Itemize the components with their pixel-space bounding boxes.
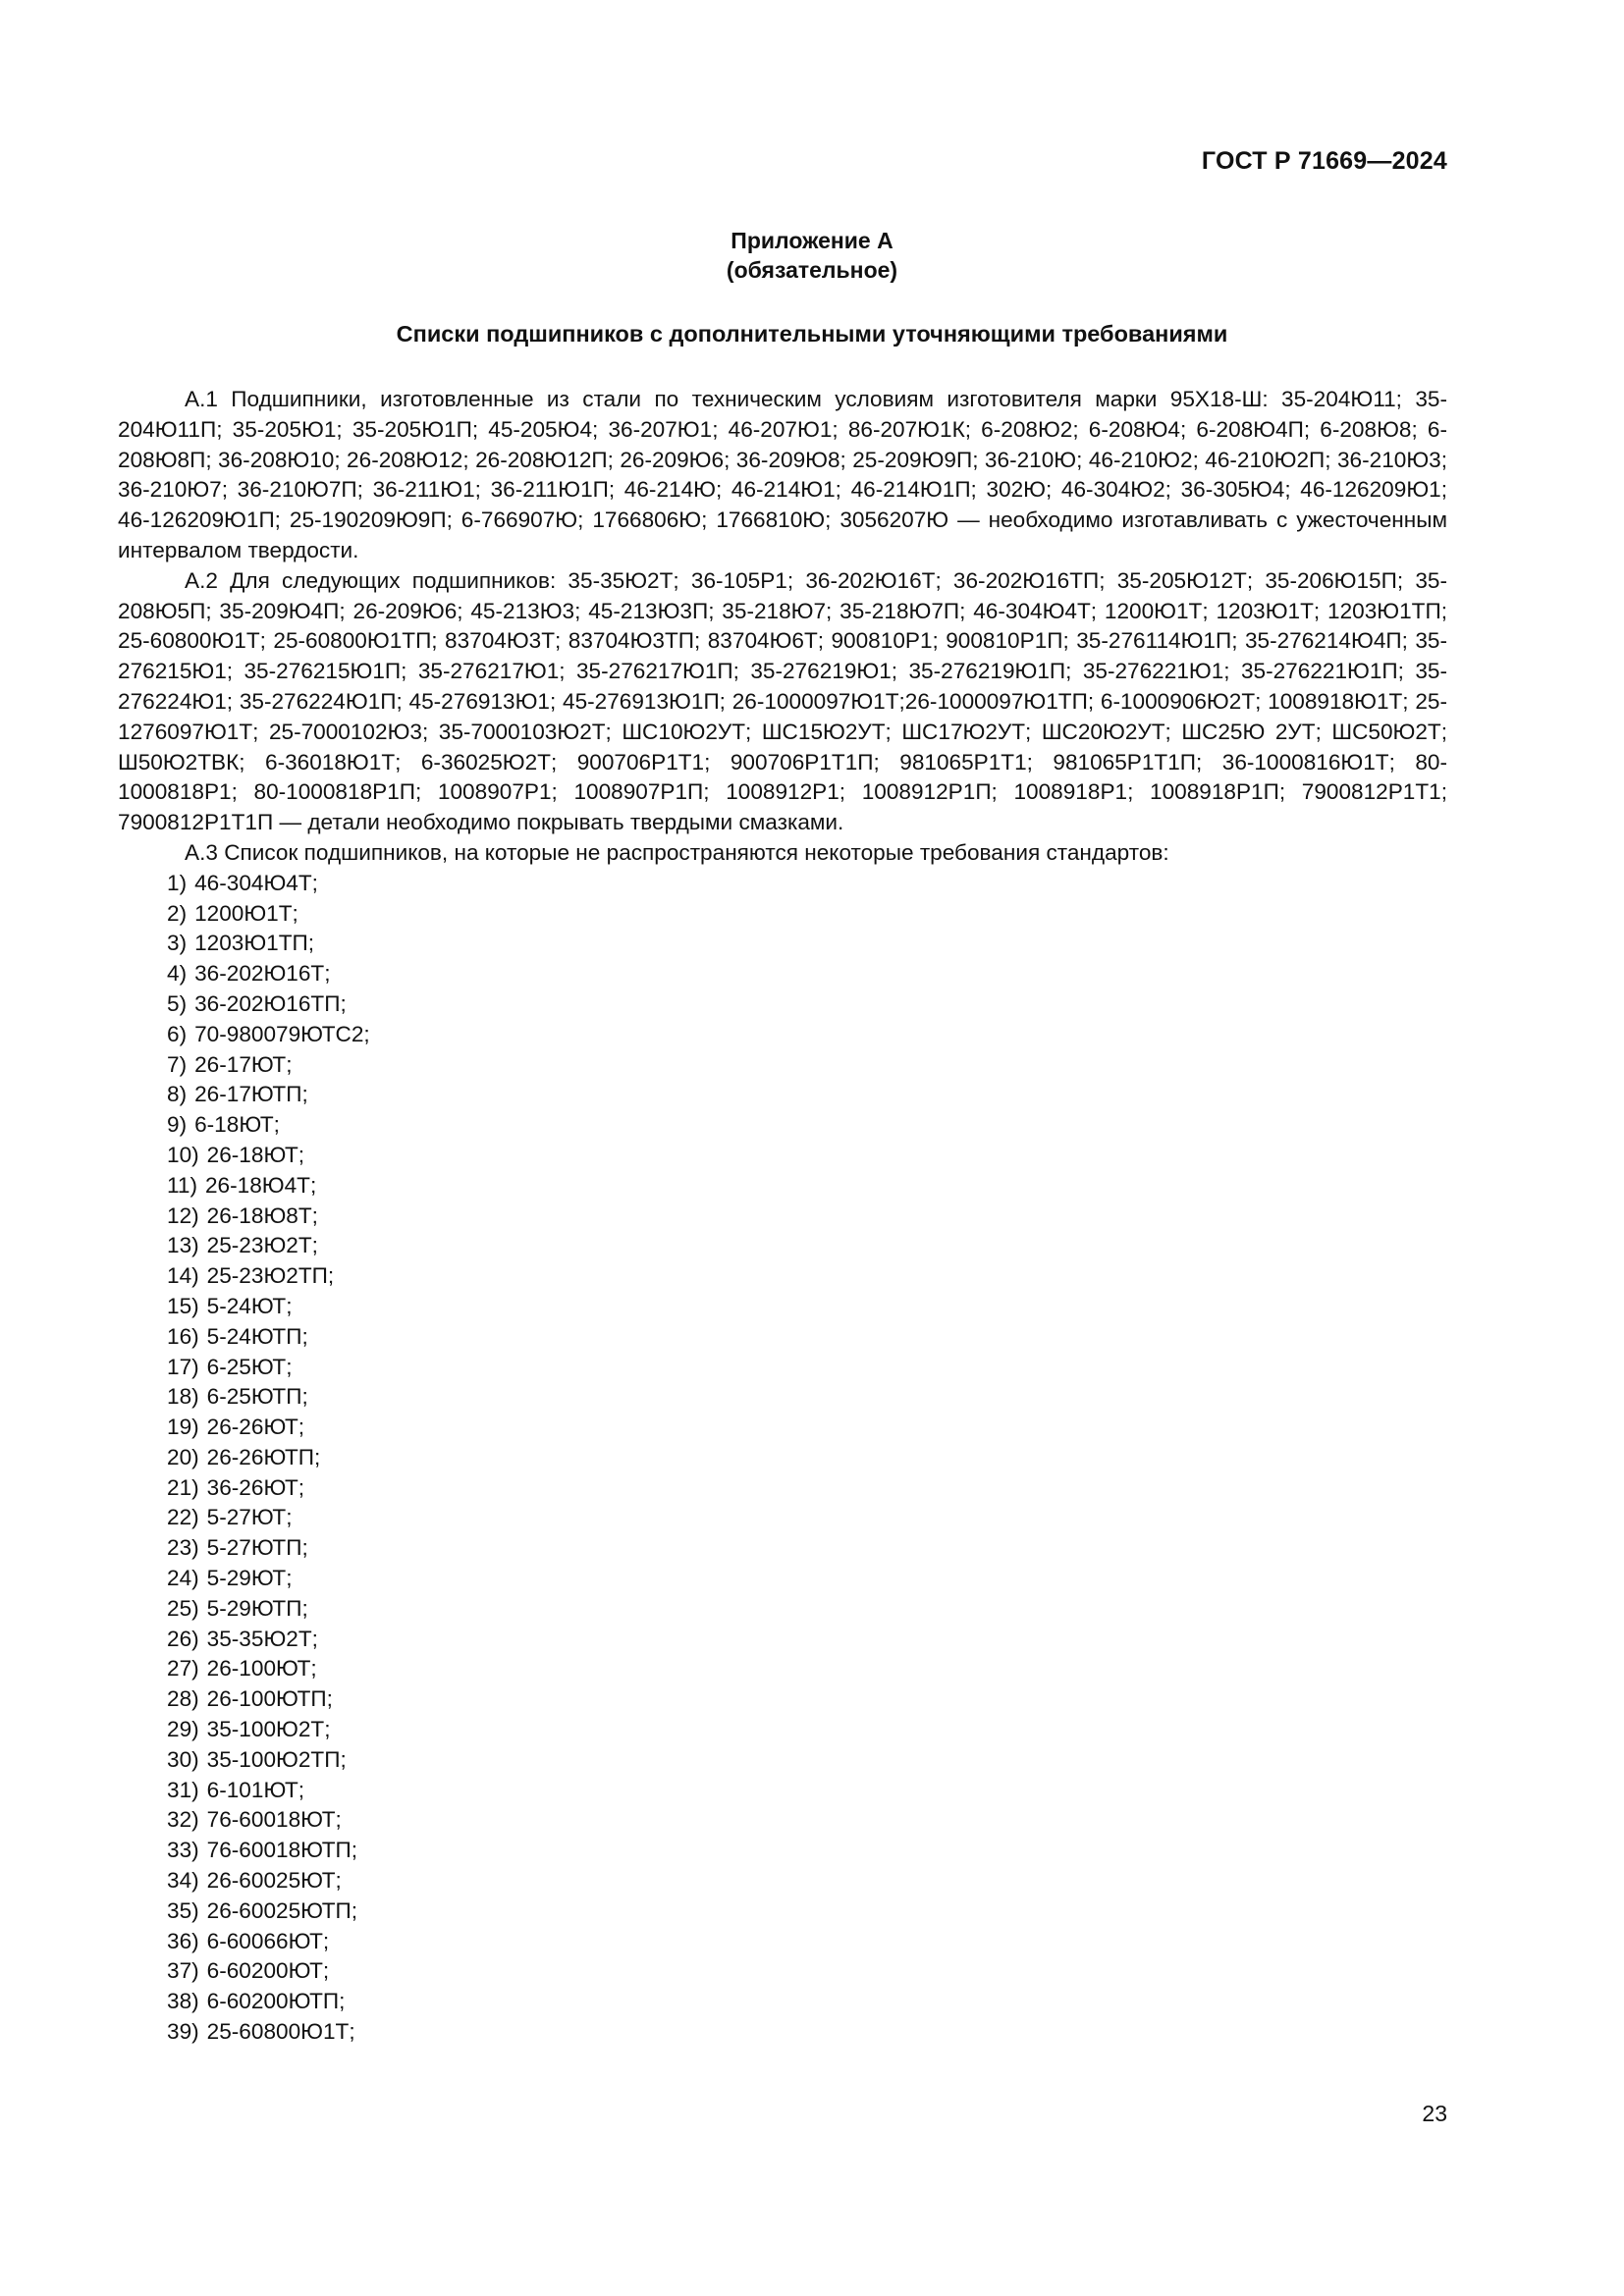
list-item [167,1776,1447,1806]
list-item [167,1805,1447,1836]
list-item-number: 13) [167,1233,199,1258]
list-item [167,1745,1447,1776]
list-item [167,1261,1447,1292]
list-item [167,1715,1447,1745]
list-item-number: 36) [167,1928,199,1953]
list-item-number: 6) [167,1021,188,1046]
list-item-text: 6-60200ЮТ; [206,1958,330,1984]
list-item [167,959,1447,989]
list-item-number: 19) [167,1415,199,1440]
list-item-text: 5-29ЮТ; [206,1566,293,1591]
list-item [167,1443,1447,1473]
list-item-text: 25-60800Ю1Т; [206,2019,355,2045]
list-item-number: 7) [167,1051,188,1077]
list-item-text: 36-26ЮТ; [206,1474,305,1500]
list-item [167,1896,1447,1927]
list-item [167,1231,1447,1261]
list-item [167,1171,1447,1201]
list-item [167,1382,1447,1413]
list-item-number: 17) [167,1354,199,1379]
list-item-text: 6-60200ЮТП; [206,1989,346,2014]
list-item [167,1050,1447,1081]
list-item-number: 24) [167,1566,199,1591]
list-item-text: 46-304Ю4Т; [194,870,318,895]
page-number: 23 [1422,2101,1447,2126]
list-item-text: 36-202Ю16ТП; [194,990,347,1016]
list-item [167,1080,1447,1110]
list-item-text: 70-980079ЮТС2; [194,1021,370,1046]
list-item-number: 38) [167,1989,199,2014]
list-item-number: 8) [167,1082,188,1107]
list-item-text: 26-60025ЮТ; [206,1868,342,1894]
list-item-number: 10) [167,1142,199,1167]
document-code-header: ГОСТ Р 71669—2024 [1201,147,1447,175]
list-item-number: 15) [167,1293,199,1318]
list-item [167,1020,1447,1050]
list-item-text: 76-60018ЮТ; [206,1807,342,1833]
list-item-text: 26-18ЮТ; [206,1142,305,1167]
list-item [167,1836,1447,1866]
list-item-text: 35-100Ю2Т; [206,1717,331,1742]
list-item-number: 16) [167,1323,199,1349]
list-item-number: 31) [167,1777,199,1802]
list-item-number: 29) [167,1717,199,1742]
list-item-number: 23) [167,1535,199,1561]
list-item [167,1625,1447,1655]
appendix-heading [0,226,1624,285]
section-title: Списки подшипников с дополнительными уточняющими требованиями [396,321,1228,347]
bearing-list [118,869,1447,2048]
list-item-text: 26-26ЮТП; [206,1444,321,1469]
list-item [167,869,1447,899]
list-item-text: 5-27ЮТ; [206,1505,293,1530]
list-item-number: 33) [167,1838,199,1863]
list-item-number: 34) [167,1868,199,1894]
list-item [167,1141,1447,1171]
list-item-text: 6-60066ЮТ; [206,1928,330,1953]
paragraph-a1: А.1 Подшипники, изготовленные из стали по техническим условиям изготовителя марки 95Х18-Ш: 35-204Ю11; 35-204Ю11П; 35-205Ю1; 35-205Ю1П; 45-205Ю4; 36-207Ю1; 46-207Ю1; 86-207Ю1К; 6-208Ю2; 6-208Ю4; 6-208Ю4П; 6-208Ю8; 6-208Ю8П; 36-208Ю10; 26-208Ю12; 26-208Ю12П; 26-209Ю6; 36-209Ю8; 25-209Ю9П; 36-210Ю; 46-210Ю2; 46-210Ю2П; 36-210Ю3; 36-210Ю7; 36-210Ю7П; 36-211Ю1; 36-211Ю1П; 46-214Ю; 46-214Ю1; 46-214Ю1П; 302Ю; 46-304Ю2; 36-305Ю4; 46-126209Ю1; 46-126209Ю1П; 25-190209Ю9П; 6-766907Ю; 1766806Ю; 1766810Ю; 3056207Ю — необходимо изготавливать с ужесточенным интервалом твердости. [118,387,1447,562]
list-item-number: 35) [167,1897,199,1923]
list-item [167,929,1447,959]
list-item-number: 2) [167,900,188,926]
list-item-text: 5-24ЮТП; [206,1323,308,1349]
list-item [167,1201,1447,1232]
list-item-text: 5-24ЮТ; [206,1293,293,1318]
appendix-title: Приложение А [731,228,893,253]
list-item-number: 21) [167,1474,199,1500]
appendix-subtitle: (обязательное) [726,257,898,283]
list-item [167,1654,1447,1684]
paragraph-a2: А.2 Для следующих подшипников: 35-35Ю2Т; 36-105Р1; 36-202Ю16Т; 36-202Ю16ТП; 35-205Ю12Т; 35-206Ю15П; 35-208Ю5П; 35-209Ю4П; 26-209Ю6; 45-213Ю3; 45-213Ю3П; 35-218Ю7; 35-218Ю7П; 46-304Ю4Т; 1200Ю1Т; 1203Ю1Т; 1203Ю1ТП; 25-60800Ю1Т; 25-60800Ю1ТП; 83704Ю3Т; 83704Ю3ТП; 83704Ю6Т; 900810Р1; 900810Р1П; 35-276114Ю1П; 35-276214Ю4П; 35-276215Ю1; 35-276215Ю1П; 35-276217Ю1; 35-276217Ю1П; 35-276219Ю1; 35-276219Ю1П; 35-276221Ю1; 35-276221Ю1П; 35-276224Ю1; 35-276224Ю1П; 45-276913Ю1; 45-276913Ю1П; 26-1000097Ю1Т;26-1000097Ю1ТП; 6-1000906Ю2Т; 1008918Ю1Т; 25-1276097Ю1Т; 25-7000102Ю3; 35-7000103Ю2Т; ШС10Ю2УТ; ШС15Ю2УТ; ШС17Ю2УТ; ШС20Ю2УТ; ШС25Ю 2УТ; ШС50Ю2Т; Ш50Ю2ТВК; 6-36018Ю1Т; 6-36025Ю2Т; 900706Р1Т1; 900706Р1Т1П; 981065Р1Т1; 981065Р1Т1П; 36-1000816Ю1Т; 80-1000818Р1; 80-1000818Р1П; 1008907Р1; 1008907Р1П; 1008912Р1; 1008912Р1П; 1008918Р1; 1008918Р1П; 7900812Р1Т1; 7900812Р1Т1П — детали необходимо покрывать твердыми смазками. [118,567,1447,835]
list-item [167,2017,1447,2048]
list-item-text: 35-35Ю2Т; [206,1626,318,1651]
list-item-text: 6-101ЮТ; [206,1777,305,1802]
list-item-number: 25) [167,1595,199,1621]
list-item-number: 20) [167,1444,199,1469]
list-item-text: 1203Ю1ТП; [194,931,315,956]
list-item [167,1533,1447,1564]
list-item-text: 26-100ЮТ; [206,1656,317,1682]
list-item [167,1956,1447,1987]
list-item-text: 26-100ЮТП; [206,1686,333,1712]
list-item-text: 5-29ЮТП; [206,1595,308,1621]
list-item-text: 5-27ЮТП; [206,1535,308,1561]
list-item-number: 28) [167,1686,199,1712]
list-item [167,1684,1447,1715]
list-item [167,1413,1447,1443]
list-item-number: 9) [167,1112,188,1138]
list-item-number: 1) [167,870,188,895]
list-item [167,1564,1447,1594]
list-item [167,1110,1447,1141]
list-item [167,1473,1447,1504]
list-item-number: 32) [167,1807,199,1833]
list-item-text: 36-202Ю16Т; [194,961,331,987]
list-item-text: 76-60018ЮТП; [206,1838,358,1863]
list-item-number: 22) [167,1505,199,1530]
list-item-text: 6-18ЮТ; [194,1112,280,1138]
list-item-text: 26-17ЮТП; [194,1082,308,1107]
list-item-text: 26-18Ю4Т; [204,1172,317,1198]
list-item [167,1866,1447,1896]
list-item [167,1353,1447,1383]
list-item-number: 30) [167,1746,199,1772]
list-item [167,1987,1447,2017]
list-item [167,1292,1447,1322]
list-item-text: 35-100Ю2ТП; [206,1746,347,1772]
list-item-number: 3) [167,931,188,956]
list-item-number: 39) [167,2019,199,2045]
list-item-text: 6-25ЮТ; [206,1354,293,1379]
list-item-number: 18) [167,1384,199,1410]
list-item [167,989,1447,1020]
list-item-text: 26-26ЮТ; [206,1415,305,1440]
list-item-number: 26) [167,1626,199,1651]
list-item [167,899,1447,930]
list-item [167,1927,1447,1957]
list-item-number: 4) [167,961,188,987]
list-item-number: 11) [167,1172,197,1198]
list-item [167,1503,1447,1533]
document-body [118,385,1447,2048]
list-item-text: 26-17ЮТ; [194,1051,293,1077]
list-item-text: 26-60025ЮТП; [206,1897,358,1923]
list-item-number: 27) [167,1656,199,1682]
paragraph-a3: А.3 Список подшипников, на которые не распространяются некоторые требования стандартов: [185,839,1169,865]
list-item [167,1322,1447,1353]
list-item [167,1594,1447,1625]
list-item-text: 6-25ЮТП; [206,1384,308,1410]
list-item-number: 5) [167,990,188,1016]
list-item-number: 14) [167,1263,199,1289]
list-item-number: 37) [167,1958,199,1984]
list-item-number: 12) [167,1202,199,1228]
list-item-text: 1200Ю1Т; [194,900,298,926]
list-item-text: 26-18Ю8Т; [206,1202,318,1228]
list-item-text: 25-23Ю2Т; [206,1233,318,1258]
list-item-text: 25-23Ю2ТП; [206,1263,335,1289]
